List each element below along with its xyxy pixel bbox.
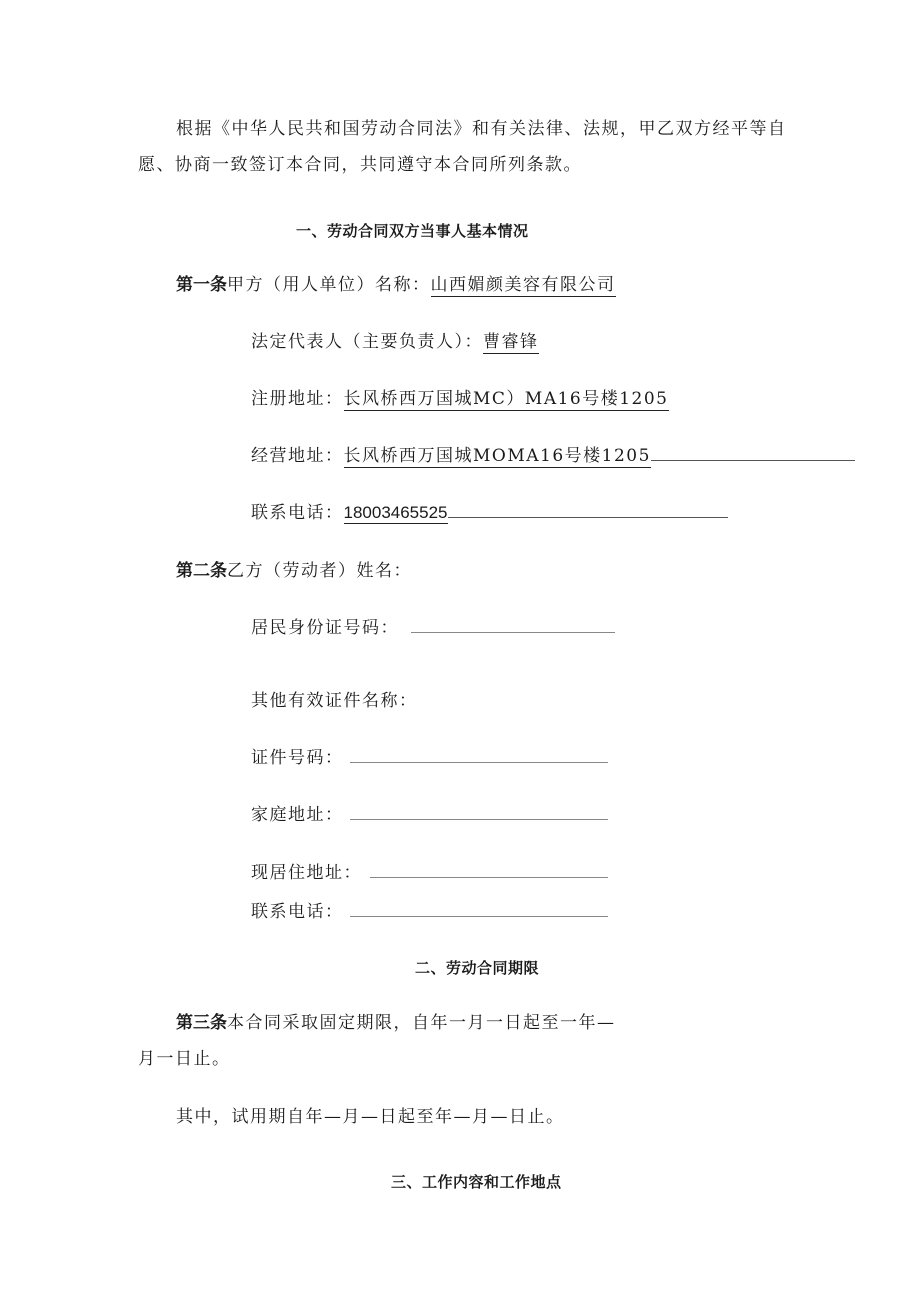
section-2-heading: 二、劳动合同期限 (415, 959, 540, 977)
article-3-line-2: 月一日止。 (138, 1049, 231, 1069)
current-address-blank (370, 876, 608, 878)
legal-rep-value: 曹睿锋 (483, 332, 539, 352)
article-3-text: 本合同采取固定期限，自年一月一日起至一年— (227, 1013, 616, 1033)
article-2-line (176, 560, 412, 582)
current-address-label: 现居住地址： (251, 863, 362, 883)
doc-number-label: 证件号码： (251, 748, 344, 768)
home-address-line (251, 804, 608, 826)
id-number-blank (411, 631, 615, 633)
other-doc-line (251, 690, 418, 712)
registered-address-value: 长风桥西万国城MC）MA16号楼1205 (343, 389, 669, 409)
id-number-label: 居民身份证号码： (251, 618, 399, 638)
article-1-line (176, 274, 616, 296)
doc-number-line (251, 747, 608, 769)
other-doc-label: 其他有效证件名称： (251, 691, 418, 711)
party-a-name-label: 甲方（用人单位）名称： (227, 275, 431, 295)
id-number-line (251, 617, 615, 639)
operating-address-line (251, 445, 855, 467)
intro-line-1: 根据《中华人民共和国劳动合同法》和有关法律、法规，甲乙双方经平等自 (176, 119, 787, 139)
party-b-phone-label: 联系电话： (251, 902, 344, 922)
current-address-line (251, 862, 608, 884)
probation-line: 其中，试用期自年—月—日起至年—月—日止。 (176, 1107, 565, 1127)
party-a-phone-label: 联系电话： (251, 503, 344, 523)
article-3-line-1 (176, 1012, 616, 1034)
intro-line-2: 愿、协商一致签订本合同，共同遵守本合同所列条款。 (138, 155, 582, 175)
operating-address-label: 经营地址： (251, 446, 344, 466)
home-address-blank (350, 818, 608, 820)
party-a-phone-line (251, 502, 728, 524)
doc-number-blank (350, 761, 608, 763)
party-a-phone-blank (448, 516, 728, 518)
legal-rep-line (251, 331, 539, 353)
party-b-phone-line (251, 901, 608, 923)
section-3-heading: 三、工作内容和工作地点 (391, 1173, 562, 1191)
operating-address-value: 长风桥西万国城MOMA16号楼1205 (343, 446, 651, 466)
party-b-name-label: 乙方（劳动者）姓名： (227, 561, 412, 581)
operating-address-blank (651, 459, 855, 461)
legal-rep-label: 法定代表人（主要负责人）： (251, 332, 483, 352)
article-1-label: 第一条 (176, 275, 227, 295)
home-address-label: 家庭地址： (251, 805, 344, 825)
party-a-phone-value: 18003465525 (343, 503, 448, 522)
registered-address-label: 注册地址： (251, 389, 344, 409)
article-2-label: 第二条 (176, 561, 227, 581)
article-3-label: 第三条 (176, 1013, 227, 1033)
section-1-heading: 一、劳动合同双方当事人基本情况 (296, 222, 529, 240)
registered-address-line (251, 388, 669, 410)
party-b-phone-blank (350, 915, 608, 917)
party-a-company-value: 山西媚颜美容有限公司 (430, 275, 616, 295)
